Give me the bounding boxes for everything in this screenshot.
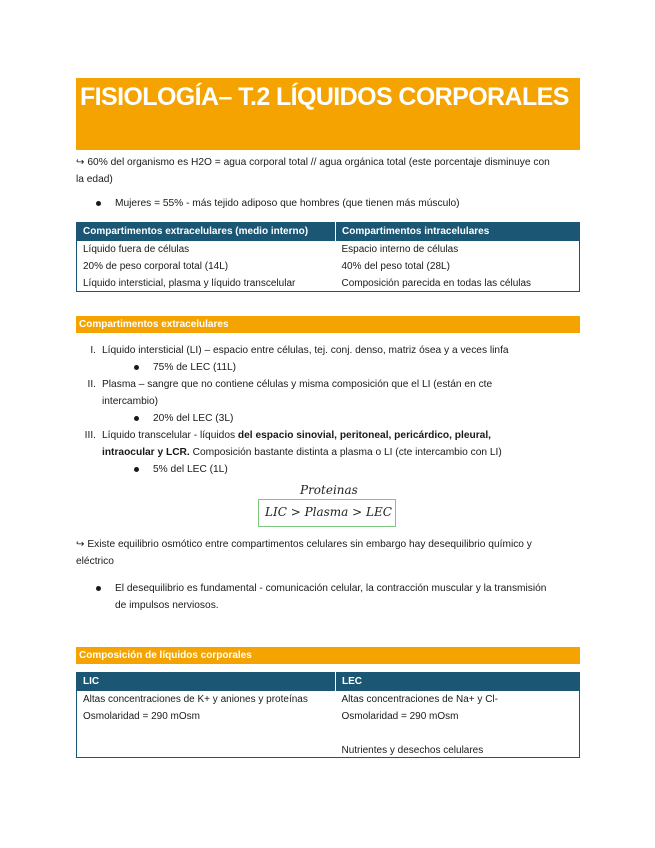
intro-bullet: Mujeres = 55% - más tejido adiposo que hombres (que tienen más músculo) [115, 198, 460, 209]
table-cell: 20% de peso corporal total (14L) [83, 261, 229, 272]
intro-paragraph [76, 154, 580, 188]
sketch-heading: Proteinas [300, 483, 358, 497]
list-text-line: intercambio) [102, 396, 159, 407]
sketch-text: LIC > Plasma > LEC [265, 505, 392, 519]
list-text [102, 376, 532, 410]
handwritten-sketch-box [258, 499, 396, 527]
list-text-line: Plasma – sangre que no contiene células y misma composición que el LI (están en cte [102, 379, 493, 390]
table-row [77, 275, 579, 292]
intro-line-1: 60% del organismo es H2O = agua corporal total // agua orgánica total (este porcentaje disminuye con [87, 157, 550, 168]
table-cell: Líquido fuera de células [83, 244, 190, 255]
table-header-intracellular: Compartimentos intracelulares [336, 222, 580, 241]
list-text-bold: del espacio sinovial, peritoneal, pericárdico, pleural, [237, 430, 491, 441]
list-text-bold: intraocular y LCR. [102, 447, 190, 458]
list-number: III. [84, 430, 96, 441]
section-header-composition: Composición de líquidos corporales [76, 647, 580, 664]
table-cell: Composición parecida en todas las células [341, 278, 532, 289]
list-text-part: Líquido transcelular - líquidos [102, 430, 238, 441]
table-cell: Nutrientes y desechos celulares [341, 745, 484, 756]
intro-line-2: la edad) [76, 174, 113, 185]
list-number: II. [87, 379, 96, 390]
list-item [78, 427, 578, 461]
list-text: Líquido intersticial (LI) – espacio entre células, tej. conj. denso, matriz ósea y a veces linfa [102, 345, 509, 356]
table-cell: Osmolaridad = 290 mOsm [341, 711, 459, 722]
table-row [77, 725, 579, 742]
section-header-extracellular: Compartimentos extracelulares [76, 316, 580, 333]
table-cell [77, 725, 336, 742]
composition-table [77, 672, 579, 759]
table-row [77, 258, 579, 275]
table-cell: Altas concentraciones de Na+ y Cl- [341, 694, 498, 705]
bullet-dot-icon [134, 467, 139, 472]
bullet-dot-icon [96, 586, 101, 591]
table-header-extracellular: Compartimentos extracelulares (medio interno) [77, 222, 336, 241]
list-text [102, 427, 532, 461]
page-title: FISIOLOGÍA– T.2 LÍQUIDOS CORPORALES [76, 78, 580, 150]
table-cell: Altas concentraciones de K+ y aniones y proteínas [83, 694, 308, 705]
equilibrium-line-2: eléctrico [76, 556, 114, 567]
table-row [77, 708, 579, 725]
equilibrium-paragraph [76, 536, 580, 570]
table-cell: Líquido intersticial, plasma y líquido transcelular [83, 278, 296, 289]
table-row [77, 241, 579, 258]
bullet-dot-icon [134, 365, 139, 370]
arrow-icon: ↪ [76, 157, 85, 168]
list-number: I. [90, 345, 96, 356]
sub-bullet: 75% de LEC (11L) [153, 362, 237, 373]
arrow-icon: ↪ [76, 539, 85, 550]
table-header-lic: LIC [77, 672, 336, 691]
sub-bullet: 5% del LEC (1L) [153, 464, 228, 475]
table-row [77, 742, 579, 759]
bullet-dot-icon [96, 201, 101, 206]
equilibrium-bullet [115, 580, 580, 614]
bullet-line: El desequilibrio es fundamental - comunicación celular, la contracción muscular y la transmisión [115, 583, 547, 594]
list-text-part: Composición bastante distinta a plasma o LI (cte intercambio con LI) [189, 447, 502, 458]
table-cell [336, 725, 580, 742]
table-header-lec: LEC [336, 672, 580, 691]
equilibrium-line-1: Existe equilibrio osmótico entre compartimentos celulares sin embargo hay desequilibrio químico y [87, 539, 532, 550]
table-row [77, 691, 579, 708]
bullet-line: de impulsos nerviosos. [115, 600, 219, 611]
list-item [78, 376, 578, 410]
compartments-table [77, 222, 579, 292]
table-cell: 40% del peso total (28L) [341, 261, 450, 272]
table-cell [77, 742, 336, 759]
table-cell: Espacio interno de células [341, 244, 459, 255]
bullet-dot-icon [134, 416, 139, 421]
sub-bullet: 20% del LEC (3L) [153, 413, 234, 424]
table-cell: Osmolaridad = 290 mOsm [83, 711, 200, 722]
